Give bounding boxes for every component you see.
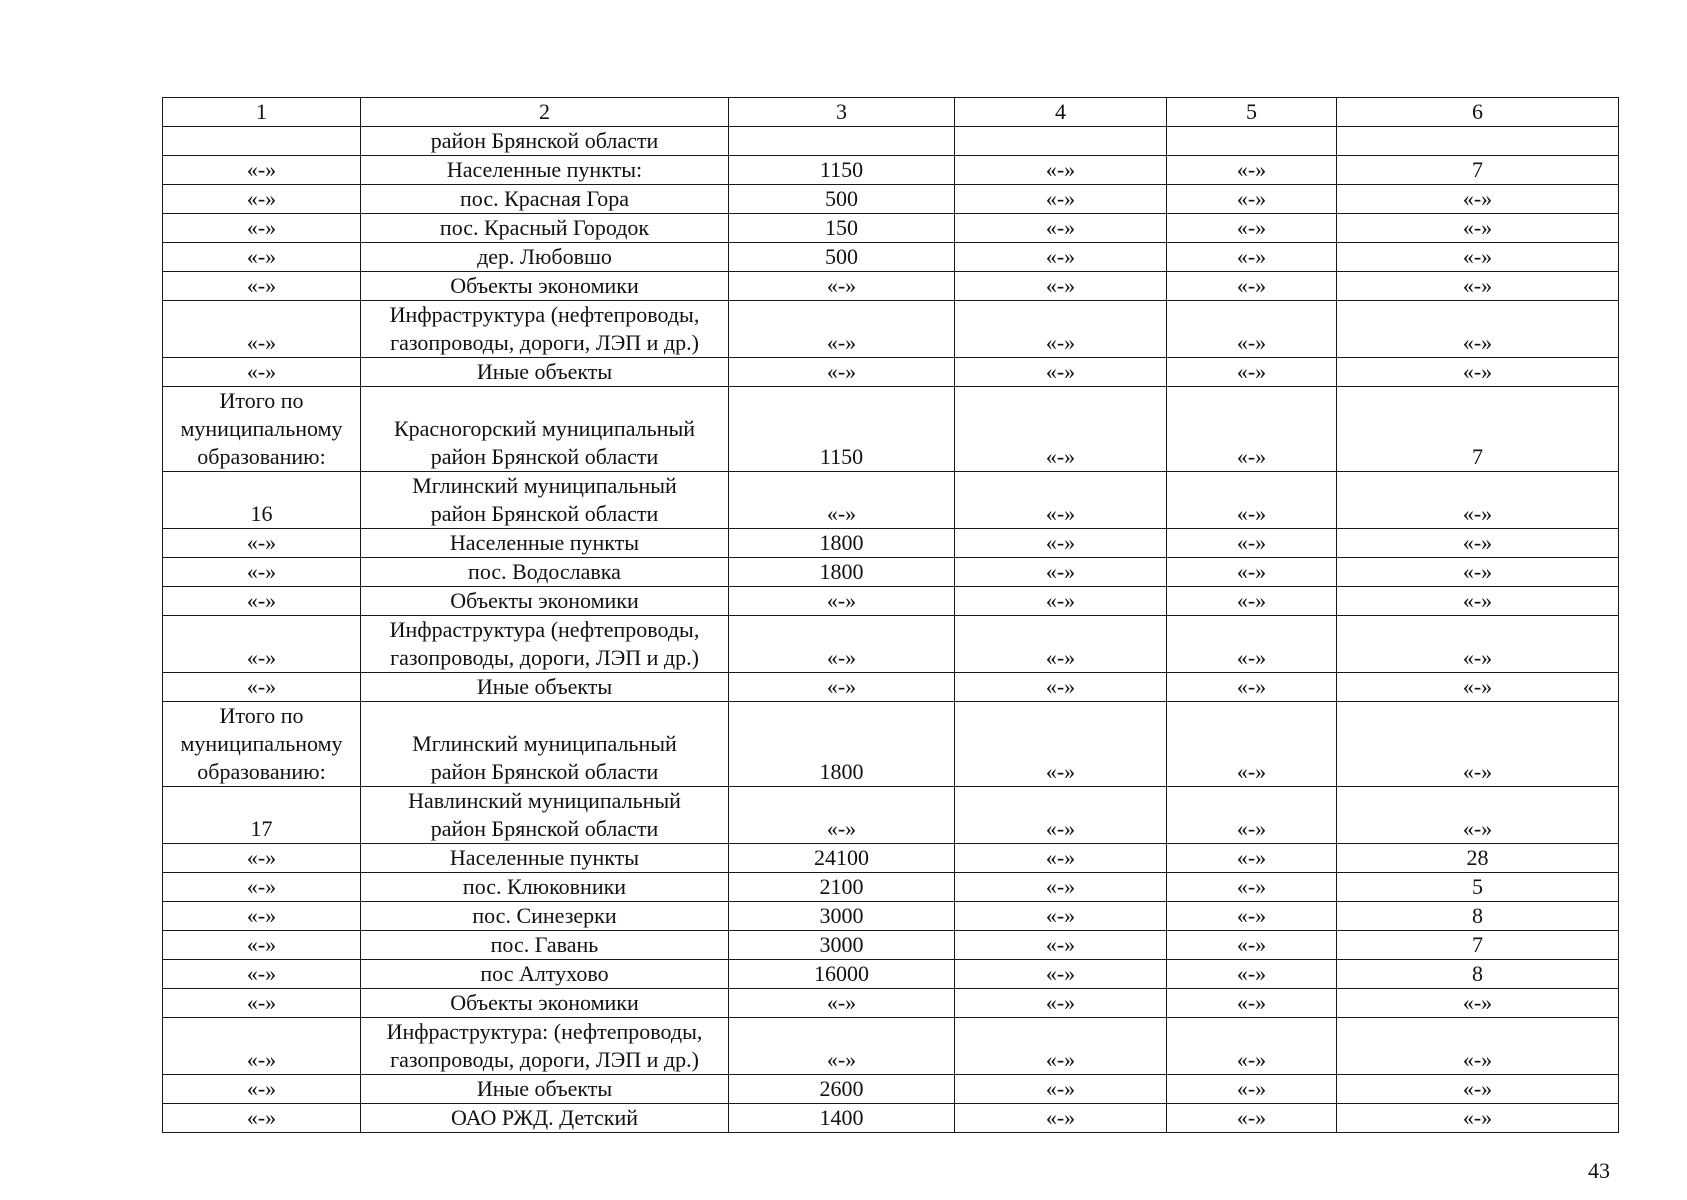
cell-name: пос. Синезерки bbox=[361, 902, 729, 931]
cell-name: Навлинский муниципальный район Брянской области bbox=[361, 787, 729, 844]
cell-name: Инфраструктура (нефтепроводы, газопроводы, дороги, ЛЭП и др.) bbox=[361, 616, 729, 673]
cell-value-5: «-» bbox=[1167, 702, 1337, 787]
cell-value-3: 3000 bbox=[729, 931, 955, 960]
cell-value-6: «-» bbox=[1337, 558, 1619, 587]
cell-number: «-» bbox=[163, 1104, 361, 1133]
cell-value-3: «-» bbox=[729, 787, 955, 844]
cell-value-3: 24100 bbox=[729, 844, 955, 873]
cell-value-4: «-» bbox=[955, 931, 1167, 960]
cell-number: «-» bbox=[163, 616, 361, 673]
cell-value-6: «-» bbox=[1337, 1104, 1619, 1133]
cell-number: «-» bbox=[163, 873, 361, 902]
header-cell-4: 4 bbox=[955, 98, 1167, 127]
table-row bbox=[163, 156, 1619, 185]
cell-value-3: «-» bbox=[729, 587, 955, 616]
cell-value-6 bbox=[1337, 127, 1619, 156]
cell-value-5: «-» bbox=[1167, 358, 1337, 387]
cell-value-6: «-» bbox=[1337, 272, 1619, 301]
cell-value-6: «-» bbox=[1337, 989, 1619, 1018]
cell-value-5: «-» bbox=[1167, 387, 1337, 472]
cell-value-6: «-» bbox=[1337, 214, 1619, 243]
table-row bbox=[163, 214, 1619, 243]
table-row bbox=[163, 558, 1619, 587]
cell-number: «-» bbox=[163, 989, 361, 1018]
header-row bbox=[163, 98, 1619, 127]
cell-number bbox=[163, 127, 361, 156]
cell-value-4: «-» bbox=[955, 214, 1167, 243]
cell-value-3: «-» bbox=[729, 989, 955, 1018]
cell-name: Иные объекты bbox=[361, 358, 729, 387]
cell-value-6: «-» bbox=[1337, 1018, 1619, 1075]
cell-value-5: «-» bbox=[1167, 214, 1337, 243]
header-cell-3: 3 bbox=[729, 98, 955, 127]
table-row bbox=[163, 529, 1619, 558]
table-row bbox=[163, 931, 1619, 960]
cell-value-4: «-» bbox=[955, 1018, 1167, 1075]
cell-value-4: «-» bbox=[955, 787, 1167, 844]
cell-value-3: 1800 bbox=[729, 702, 955, 787]
cell-value-6: 28 bbox=[1337, 844, 1619, 873]
table-row bbox=[163, 1018, 1619, 1075]
table-row bbox=[163, 902, 1619, 931]
cell-name: пос. Клюковники bbox=[361, 873, 729, 902]
cell-value-4: «-» bbox=[955, 558, 1167, 587]
cell-name: район Брянской области bbox=[361, 127, 729, 156]
cell-value-4: «-» bbox=[955, 989, 1167, 1018]
cell-value-5: «-» bbox=[1167, 960, 1337, 989]
cell-name: пос. Гавань bbox=[361, 931, 729, 960]
cell-number: «-» bbox=[163, 902, 361, 931]
table-row bbox=[163, 587, 1619, 616]
cell-value-5: «-» bbox=[1167, 1104, 1337, 1133]
cell-number: «-» bbox=[163, 156, 361, 185]
cell-value-6: 7 bbox=[1337, 387, 1619, 472]
cell-value-5: «-» bbox=[1167, 587, 1337, 616]
table-row bbox=[163, 243, 1619, 272]
cell-value-3: «-» bbox=[729, 673, 955, 702]
cell-name: дер. Любовшо bbox=[361, 243, 729, 272]
cell-value-4: «-» bbox=[955, 529, 1167, 558]
table-row bbox=[163, 702, 1619, 787]
table-row bbox=[163, 301, 1619, 358]
cell-value-3: «-» bbox=[729, 616, 955, 673]
cell-number: «-» bbox=[163, 529, 361, 558]
table-row bbox=[163, 272, 1619, 301]
table-row bbox=[163, 472, 1619, 529]
cell-number: «-» bbox=[163, 272, 361, 301]
cell-value-5: «-» bbox=[1167, 989, 1337, 1018]
cell-name: Мглинский муниципальный район Брянской области bbox=[361, 702, 729, 787]
cell-value-5 bbox=[1167, 127, 1337, 156]
cell-value-5: «-» bbox=[1167, 1018, 1337, 1075]
table-row bbox=[163, 873, 1619, 902]
cell-value-3: 3000 bbox=[729, 902, 955, 931]
table-row bbox=[163, 185, 1619, 214]
cell-number: «-» bbox=[163, 673, 361, 702]
cell-name: Иные объекты bbox=[361, 673, 729, 702]
cell-value-5: «-» bbox=[1167, 301, 1337, 358]
cell-value-3: 1800 bbox=[729, 558, 955, 587]
cell-value-3: 2600 bbox=[729, 1075, 955, 1104]
cell-name: Объекты экономики bbox=[361, 989, 729, 1018]
cell-name: пос. Красная Гора bbox=[361, 185, 729, 214]
header-cell-1: 1 bbox=[163, 98, 361, 127]
cell-value-4: «-» bbox=[955, 156, 1167, 185]
cell-number: «-» bbox=[163, 185, 361, 214]
table-row bbox=[163, 1104, 1619, 1133]
cell-number: «-» bbox=[163, 960, 361, 989]
table-row bbox=[163, 787, 1619, 844]
cell-value-4: «-» bbox=[955, 472, 1167, 529]
cell-value-3 bbox=[729, 127, 955, 156]
cell-value-4 bbox=[955, 127, 1167, 156]
cell-number: «-» bbox=[163, 558, 361, 587]
cell-number: «-» bbox=[163, 1018, 361, 1075]
cell-value-3: 500 bbox=[729, 185, 955, 214]
cell-name: ОАО РЖД. Детский bbox=[361, 1104, 729, 1133]
table-row bbox=[163, 673, 1619, 702]
cell-value-6: «-» bbox=[1337, 529, 1619, 558]
cell-value-5: «-» bbox=[1167, 1075, 1337, 1104]
cell-name: Иные объекты bbox=[361, 1075, 729, 1104]
cell-value-3: 150 bbox=[729, 214, 955, 243]
cell-value-6: «-» bbox=[1337, 185, 1619, 214]
cell-value-6: «-» bbox=[1337, 301, 1619, 358]
cell-value-3: «-» bbox=[729, 1018, 955, 1075]
cell-value-5: «-» bbox=[1167, 472, 1337, 529]
cell-value-4: «-» bbox=[955, 358, 1167, 387]
cell-value-5: «-» bbox=[1167, 529, 1337, 558]
cell-value-5: «-» bbox=[1167, 902, 1337, 931]
cell-value-3: 1150 bbox=[729, 156, 955, 185]
cell-value-6: «-» bbox=[1337, 472, 1619, 529]
cell-number: «-» bbox=[163, 358, 361, 387]
cell-value-3: «-» bbox=[729, 301, 955, 358]
header-cell-5: 5 bbox=[1167, 98, 1337, 127]
cell-value-3: 2100 bbox=[729, 873, 955, 902]
cell-number: 16 bbox=[163, 472, 361, 529]
cell-name: пос. Красный Городок bbox=[361, 214, 729, 243]
cell-value-6: 7 bbox=[1337, 931, 1619, 960]
cell-value-6: 8 bbox=[1337, 960, 1619, 989]
cell-value-5: «-» bbox=[1167, 931, 1337, 960]
cell-number: «-» bbox=[163, 587, 361, 616]
table-row bbox=[163, 127, 1619, 156]
cell-value-6: «-» bbox=[1337, 1075, 1619, 1104]
cell-value-4: «-» bbox=[955, 844, 1167, 873]
cell-value-4: «-» bbox=[955, 616, 1167, 673]
cell-value-3: 1800 bbox=[729, 529, 955, 558]
data-table bbox=[162, 97, 1619, 1133]
cell-number: Итого по муниципальному образованию: bbox=[163, 702, 361, 787]
cell-value-4: «-» bbox=[955, 387, 1167, 472]
cell-name: Населенные пункты: bbox=[361, 156, 729, 185]
cell-value-3: «-» bbox=[729, 272, 955, 301]
cell-value-4: «-» bbox=[955, 272, 1167, 301]
cell-number: Итого по муниципальному образованию: bbox=[163, 387, 361, 472]
cell-value-5: «-» bbox=[1167, 873, 1337, 902]
cell-name: Инфраструктура (нефтепроводы, газопроводы, дороги, ЛЭП и др.) bbox=[361, 301, 729, 358]
cell-value-4: «-» bbox=[955, 873, 1167, 902]
cell-value-6: «-» bbox=[1337, 616, 1619, 673]
cell-value-4: «-» bbox=[955, 301, 1167, 358]
cell-value-4: «-» bbox=[955, 243, 1167, 272]
cell-value-6: «-» bbox=[1337, 673, 1619, 702]
cell-number: «-» bbox=[163, 214, 361, 243]
cell-value-6: «-» bbox=[1337, 243, 1619, 272]
cell-number: «-» bbox=[163, 1075, 361, 1104]
cell-value-4: «-» bbox=[955, 673, 1167, 702]
cell-number: 17 bbox=[163, 787, 361, 844]
cell-name: Объекты экономики bbox=[361, 587, 729, 616]
cell-value-5: «-» bbox=[1167, 616, 1337, 673]
cell-value-3: «-» bbox=[729, 358, 955, 387]
cell-value-6: «-» bbox=[1337, 358, 1619, 387]
cell-value-6: «-» bbox=[1337, 587, 1619, 616]
cell-number: «-» bbox=[163, 301, 361, 358]
header-cell-2: 2 bbox=[361, 98, 729, 127]
cell-number: «-» bbox=[163, 931, 361, 960]
cell-name: пос. Водославка bbox=[361, 558, 729, 587]
cell-value-4: «-» bbox=[955, 1104, 1167, 1133]
cell-value-3: 16000 bbox=[729, 960, 955, 989]
cell-value-5: «-» bbox=[1167, 787, 1337, 844]
cell-value-4: «-» bbox=[955, 185, 1167, 214]
cell-value-5: «-» bbox=[1167, 673, 1337, 702]
cell-value-4: «-» bbox=[955, 702, 1167, 787]
cell-name: Населенные пункты bbox=[361, 529, 729, 558]
cell-value-5: «-» bbox=[1167, 272, 1337, 301]
table-row bbox=[163, 960, 1619, 989]
cell-number: «-» bbox=[163, 844, 361, 873]
table-row bbox=[163, 387, 1619, 472]
cell-name: Объекты экономики bbox=[361, 272, 729, 301]
cell-value-5: «-» bbox=[1167, 156, 1337, 185]
cell-value-6: «-» bbox=[1337, 787, 1619, 844]
cell-value-5: «-» bbox=[1167, 558, 1337, 587]
cell-name: Населенные пункты bbox=[361, 844, 729, 873]
cell-value-6: «-» bbox=[1337, 702, 1619, 787]
table-row bbox=[163, 616, 1619, 673]
cell-value-3: 1400 bbox=[729, 1104, 955, 1133]
page-number: 43 bbox=[1588, 1158, 1610, 1183]
cell-value-6: 5 bbox=[1337, 873, 1619, 902]
cell-value-3: «-» bbox=[729, 472, 955, 529]
cell-value-4: «-» bbox=[955, 960, 1167, 989]
cell-value-5: «-» bbox=[1167, 243, 1337, 272]
table-row bbox=[163, 989, 1619, 1018]
table-row bbox=[163, 358, 1619, 387]
cell-name: Инфраструктура: (нефтепроводы, газопроводы, дороги, ЛЭП и др.) bbox=[361, 1018, 729, 1075]
cell-name: пос Алтухово bbox=[361, 960, 729, 989]
cell-value-4: «-» bbox=[955, 902, 1167, 931]
cell-value-5: «-» bbox=[1167, 844, 1337, 873]
cell-value-3: 500 bbox=[729, 243, 955, 272]
cell-value-5: «-» bbox=[1167, 185, 1337, 214]
cell-value-4: «-» bbox=[955, 587, 1167, 616]
table-body bbox=[163, 98, 1619, 1133]
cell-name: Мглинский муниципальный район Брянской области bbox=[361, 472, 729, 529]
cell-value-6: 8 bbox=[1337, 902, 1619, 931]
cell-value-4: «-» bbox=[955, 1075, 1167, 1104]
header-cell-6: 6 bbox=[1337, 98, 1619, 127]
cell-name: Красногорский муниципальный район Брянской области bbox=[361, 387, 729, 472]
cell-number: «-» bbox=[163, 243, 361, 272]
table-row bbox=[163, 844, 1619, 873]
cell-value-3: 1150 bbox=[729, 387, 955, 472]
cell-value-6: 7 bbox=[1337, 156, 1619, 185]
table-row bbox=[163, 1075, 1619, 1104]
